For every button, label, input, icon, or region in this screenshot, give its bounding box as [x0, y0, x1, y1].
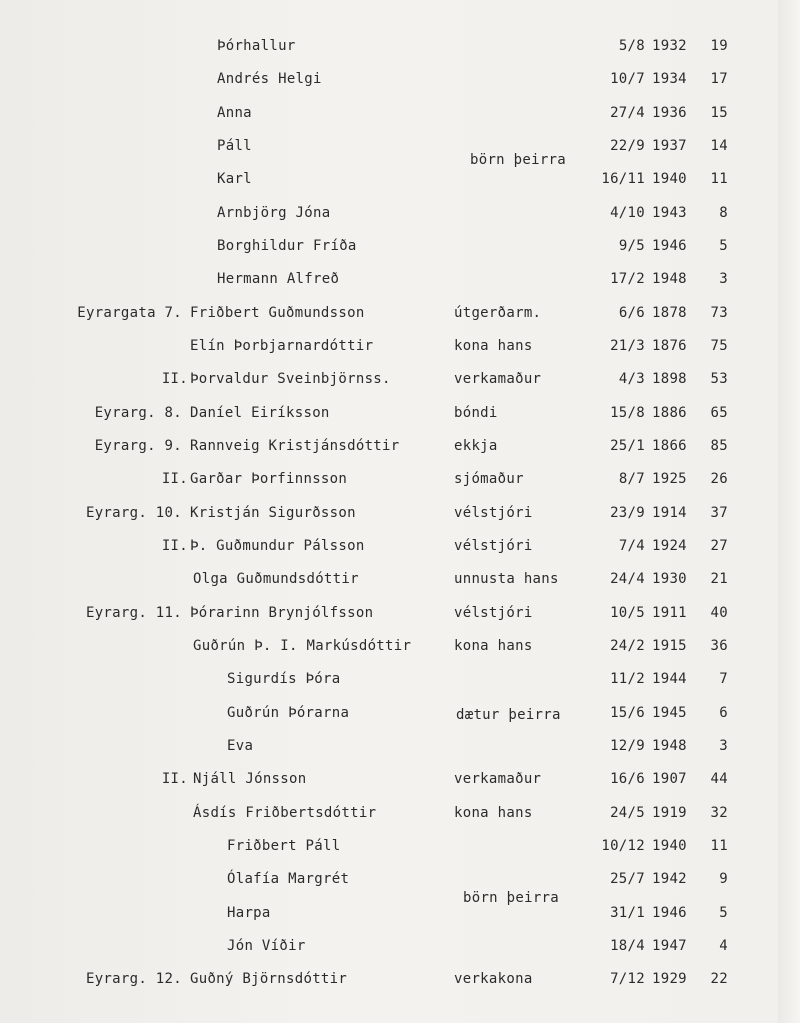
table-row: [0, 531, 800, 561]
age-cell: 3: [719, 738, 728, 754]
age-cell: 65: [710, 405, 728, 421]
birth-date-cell: 8/7: [618, 471, 645, 487]
unit-cell: II.: [161, 471, 188, 487]
age-cell: 6: [719, 705, 728, 721]
age-cell: 40: [710, 605, 728, 621]
table-row: [0, 864, 800, 894]
unit-cell: II.: [161, 371, 188, 387]
group-label-children-1: börn þeirra: [470, 152, 567, 168]
age-cell: 11: [710, 838, 728, 854]
age-cell: 26: [710, 471, 728, 487]
name-cell: Kristján Sigurðsson: [190, 505, 356, 521]
name-cell: Harpa: [227, 905, 271, 921]
birth-year-cell: 1919: [652, 805, 687, 821]
birth-date-cell: 10/12: [601, 838, 645, 854]
birth-date-cell: 4/3: [618, 371, 645, 387]
age-cell: 36: [710, 638, 728, 654]
occupation-cell: útgerðarm.: [454, 305, 542, 321]
birth-date-cell: 15/8: [610, 405, 645, 421]
table-row: [0, 931, 800, 961]
name-cell: Borghildur Fríða: [217, 238, 357, 254]
name-cell: Anna: [217, 105, 252, 121]
name-cell: Hermann Alfreð: [217, 271, 340, 287]
occupation-cell: vélstjóri: [454, 505, 533, 521]
birth-date-cell: 5/8: [618, 38, 645, 54]
address-cell: Eyrarg. 9.: [94, 438, 182, 454]
table-row: [0, 798, 800, 828]
age-cell: 73: [710, 305, 728, 321]
table-row: [0, 331, 800, 361]
table-row: [0, 564, 800, 594]
age-cell: 37: [710, 505, 728, 521]
name-cell: Friðbert Páll: [227, 838, 341, 854]
address-cell: Eyrarg. 8.: [94, 405, 182, 421]
birth-year-cell: 1943: [652, 205, 687, 221]
birth-year-cell: 1911: [652, 605, 687, 621]
unit-cell: II.: [161, 538, 188, 554]
occupation-cell: bóndi: [454, 405, 498, 421]
name-cell: Guðrún Þórarna: [227, 705, 350, 721]
address-cell: Eyrargata 7.: [77, 305, 182, 321]
age-cell: 21: [710, 571, 728, 587]
birth-date-cell: 18/4: [610, 938, 645, 954]
birth-date-cell: 10/5: [610, 605, 645, 621]
occupation-cell: sjómaður: [454, 471, 524, 487]
birth-year-cell: 1946: [652, 905, 687, 921]
table-row: [0, 898, 800, 928]
name-cell: Jón Víðir: [227, 938, 306, 954]
birth-date-cell: 16/6: [610, 771, 645, 787]
name-cell: Páll: [217, 138, 252, 154]
table-row: [0, 198, 800, 228]
birth-year-cell: 1866: [652, 438, 687, 454]
birth-year-cell: 1876: [652, 338, 687, 354]
name-cell: Sigurdís Þóra: [227, 671, 341, 687]
table-row: [0, 764, 800, 794]
occupation-cell: kona hans: [454, 805, 533, 821]
table-row: [0, 31, 800, 61]
name-cell: Rannveig Kristjánsdóttir: [190, 438, 400, 454]
name-cell: Friðbert Guðmundsson: [190, 305, 365, 321]
occupation-cell: verkamaður: [454, 771, 542, 787]
table-row: [0, 464, 800, 494]
age-cell: 5: [719, 238, 728, 254]
age-cell: 44: [710, 771, 728, 787]
age-cell: 4: [719, 938, 728, 954]
birth-date-cell: 11/2: [610, 671, 645, 687]
birth-year-cell: 1925: [652, 471, 687, 487]
name-cell: Olga Guðmundsdóttir: [193, 571, 359, 587]
table-row: [0, 631, 800, 661]
birth-date-cell: 24/2: [610, 638, 645, 654]
birth-year-cell: 1915: [652, 638, 687, 654]
group-label-children-2: börn þeirra: [463, 890, 560, 906]
birth-year-cell: 1936: [652, 105, 687, 121]
occupation-cell: verkamaður: [454, 371, 542, 387]
age-cell: 7: [719, 671, 728, 687]
birth-date-cell: 24/5: [610, 805, 645, 821]
name-cell: Andrés Helgi: [217, 71, 322, 87]
unit-cell: II.: [161, 771, 188, 787]
name-cell: Elín Þorbjarnardóttir: [190, 338, 374, 354]
age-cell: 75: [710, 338, 728, 354]
birth-date-cell: 7/12: [610, 971, 645, 987]
table-row: [0, 831, 800, 861]
name-cell: Garðar Þorfinnsson: [190, 471, 348, 487]
birth-year-cell: 1932: [652, 38, 687, 54]
name-cell: Eva: [227, 738, 254, 754]
birth-year-cell: 1945: [652, 705, 687, 721]
birth-year-cell: 1948: [652, 271, 687, 287]
birth-year-cell: 1946: [652, 238, 687, 254]
group-label-daughters: dætur þeirra: [456, 707, 561, 723]
table-row: [0, 264, 800, 294]
age-cell: 53: [710, 371, 728, 387]
birth-year-cell: 1930: [652, 571, 687, 587]
birth-year-cell: 1907: [652, 771, 687, 787]
occupation-cell: vélstjóri: [454, 538, 533, 554]
address-cell: Eyrarg. 11.: [85, 605, 182, 621]
name-cell: Þorvaldur Sveinbjörnss.: [190, 371, 391, 387]
age-cell: 22: [710, 971, 728, 987]
name-cell: Ásdís Friðbertsdóttir: [193, 805, 377, 821]
birth-date-cell: 7/4: [618, 538, 645, 554]
table-row: [0, 598, 800, 628]
birth-date-cell: 6/6: [618, 305, 645, 321]
birth-year-cell: 1942: [652, 871, 687, 887]
birth-year-cell: 1924: [652, 538, 687, 554]
birth-year-cell: 1947: [652, 938, 687, 954]
address-cell: Eyrarg. 12.: [85, 971, 182, 987]
occupation-cell: vélstjóri: [454, 605, 533, 621]
name-cell: Guðrún Þ. I. Markúsdóttir: [193, 638, 412, 654]
table-row: [0, 964, 800, 994]
name-cell: Þ. Guðmundur Pálsson: [190, 538, 365, 554]
name-cell: Guðný Björnsdóttir: [190, 971, 348, 987]
birth-date-cell: 23/9: [610, 505, 645, 521]
name-cell: Karl: [217, 171, 252, 187]
table-row: [0, 698, 800, 728]
table-row: [0, 731, 800, 761]
birth-date-cell: 9/5: [618, 238, 645, 254]
table-row: [0, 398, 800, 428]
age-cell: 9: [719, 871, 728, 887]
birth-date-cell: 25/7: [610, 871, 645, 887]
age-cell: 11: [710, 171, 728, 187]
birth-year-cell: 1940: [652, 171, 687, 187]
name-cell: Daníel Eiríksson: [190, 405, 330, 421]
birth-year-cell: 1929: [652, 971, 687, 987]
birth-year-cell: 1878: [652, 305, 687, 321]
table-row: [0, 664, 800, 694]
birth-date-cell: 17/2: [610, 271, 645, 287]
birth-date-cell: 15/6: [610, 705, 645, 721]
birth-date-cell: 24/4: [610, 571, 645, 587]
name-cell: Þórhallur: [217, 38, 296, 54]
age-cell: 32: [710, 805, 728, 821]
age-cell: 19: [710, 38, 728, 54]
age-cell: 17: [710, 71, 728, 87]
birth-date-cell: 21/3: [610, 338, 645, 354]
occupation-cell: kona hans: [454, 638, 533, 654]
occupation-cell: unnusta hans: [454, 571, 559, 587]
birth-date-cell: 25/1: [610, 438, 645, 454]
occupation-cell: ekkja: [454, 438, 498, 454]
birth-date-cell: 31/1: [610, 905, 645, 921]
table-row: [0, 64, 800, 94]
birth-date-cell: 27/4: [610, 105, 645, 121]
occupation-cell: kona hans: [454, 338, 533, 354]
birth-year-cell: 1886: [652, 405, 687, 421]
table-row: [0, 164, 800, 194]
name-cell: Ólafía Margrét: [227, 871, 350, 887]
birth-year-cell: 1948: [652, 738, 687, 754]
name-cell: Njáll Jónsson: [193, 771, 307, 787]
age-cell: 5: [719, 905, 728, 921]
table-row: [0, 231, 800, 261]
birth-year-cell: 1937: [652, 138, 687, 154]
occupation-cell: verkakona: [454, 971, 533, 987]
birth-date-cell: 22/9: [610, 138, 645, 154]
age-cell: 15: [710, 105, 728, 121]
table-row: [0, 98, 800, 128]
birth-date-cell: 4/10: [610, 205, 645, 221]
table-row: [0, 431, 800, 461]
birth-year-cell: 1944: [652, 671, 687, 687]
birth-year-cell: 1934: [652, 71, 687, 87]
birth-date-cell: 12/9: [610, 738, 645, 754]
age-cell: 8: [719, 205, 728, 221]
table-row: [0, 298, 800, 328]
birth-year-cell: 1898: [652, 371, 687, 387]
birth-date-cell: 16/11: [601, 171, 645, 187]
address-cell: Eyrarg. 10.: [85, 505, 182, 521]
age-cell: 85: [710, 438, 728, 454]
table-row: [0, 131, 800, 161]
name-cell: Arnbjörg Jóna: [217, 205, 331, 221]
table-row: [0, 364, 800, 394]
name-cell: Þórarinn Brynjólfsson: [190, 605, 374, 621]
birth-year-cell: 1940: [652, 838, 687, 854]
birth-year-cell: 1914: [652, 505, 687, 521]
age-cell: 3: [719, 271, 728, 287]
age-cell: 14: [710, 138, 728, 154]
birth-date-cell: 10/7: [610, 71, 645, 87]
age-cell: 27: [710, 538, 728, 554]
table-row: [0, 498, 800, 528]
